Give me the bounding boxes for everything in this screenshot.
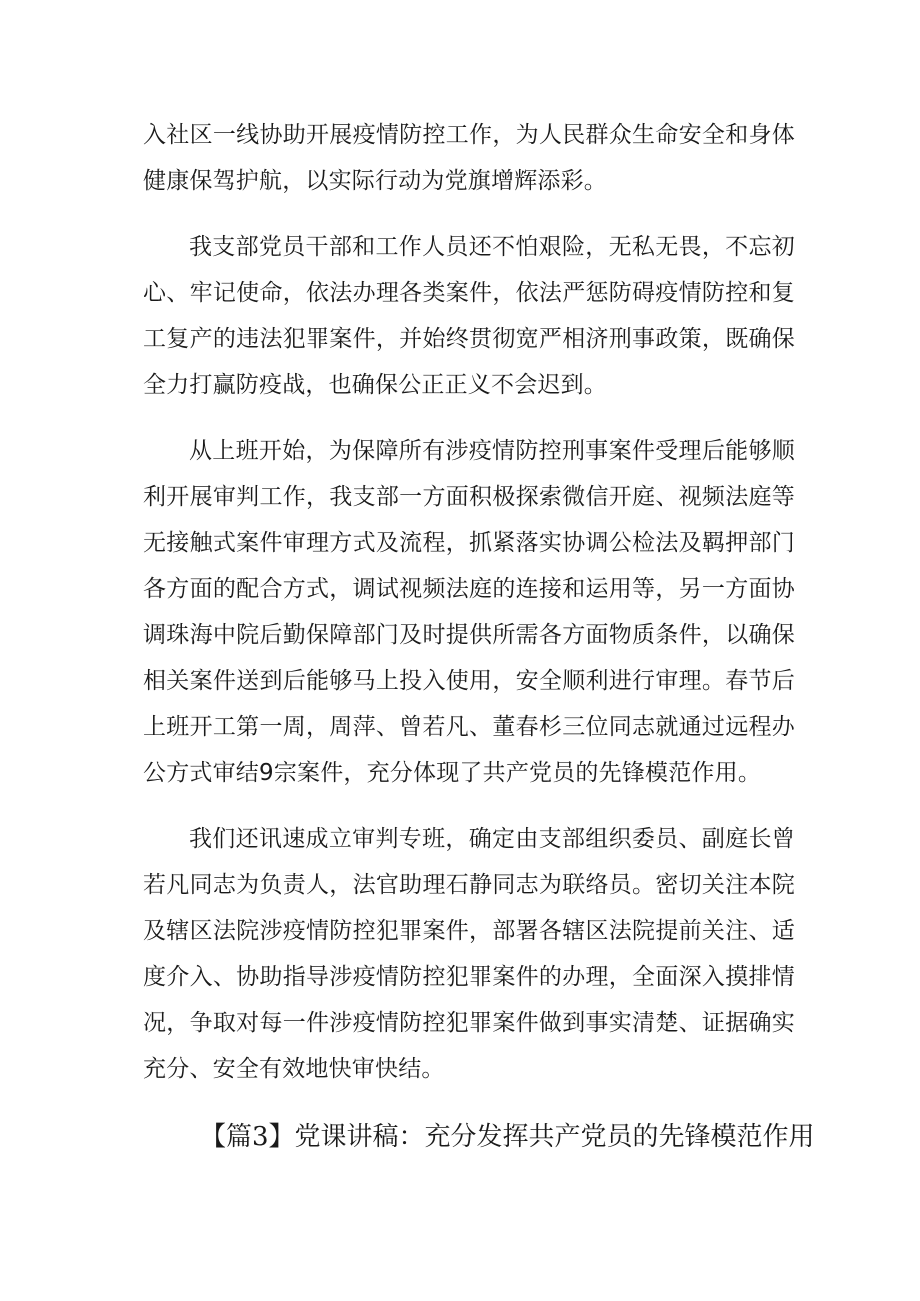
paragraph-1: 入社区一线协助开展疫情防控工作，为人民群众生命安全和身体健康保驾护航，以实际行动为党旗增辉添彩。 xyxy=(143,122,795,194)
paragraph-2: 我支部党员干部和工作人员还不怕艰险，无私无畏，不忘初心、牢记使命，依法办理各类案件，依法严惩防碍疫情防控和复工复产的违法犯罪案件，并始终贯彻宽严相济刑事政策，既确保全力打赢防疫战，也确保公正正义不会迟到。 xyxy=(143,234,795,398)
paragraph-4: 我们还讯速成立审判专班，确定由支部组织委员、副庭长曾若凡同志为负责人，法官助理石静同志为联络员。密切关注本院及辖区法院涉疫情防控犯罪案件，部署各辖区法院提前关注、适度介入、协助指导涉疫情防控犯罪案件的办理，全面深入摸排情况，争取对每一件涉疫情防控犯罪案件做到事实清楚、证据确实充分、安全有效地快审快结。 xyxy=(143,826,795,1082)
section-heading: 【篇3】党课讲稿：充分发挥共产党员的先锋模范作用 xyxy=(200,1122,815,1152)
document-body xyxy=(143,112,795,1092)
paragraph-3: 从上班开始，为保障所有涉疫情防控刑事案件受理后能够顺利开展审判工作，我支部一方面积极探索微信开庭、视频法庭等无接触式案件审理方式及流程，抓紧落实协调公检法及羁押部门各方面的配合方式，调试视频法庭的连接和运用等，另一方面协调珠海中院后勤保障部门及时提供所需各方面物质条件，以确保相关案件送到后能够马上投入使用，安全顺利进行审理。春节后上班开工第一周，周萍、曾若凡、董春杉三位同志就通过远程办公方式审结9宗案件，充分体现了共产党员的先锋模范作用。 xyxy=(143,438,795,786)
